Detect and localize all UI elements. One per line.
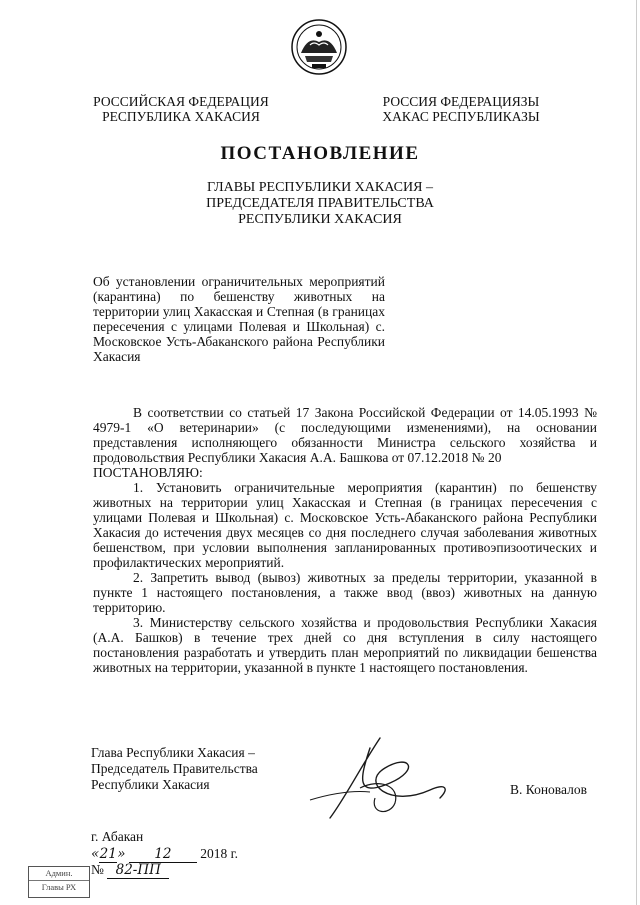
document-title: ПОСТАНОВЛЕНИЕ <box>220 143 420 164</box>
preamble-paragraph: В соответствии со статьей 17 Закона Российской Федерации от 14.05.1993 № 4979-1 «О ветеринарии» (с последующими изменениями), на основании представления исполняющего обязанности Министра сельского хозяйства и продовольствия Республики Хакасия А.А. Башкова от 07.12.2018 № 20 <box>93 405 597 465</box>
date-open-quote: « <box>91 846 100 862</box>
decree-word: ПОСТАНОВЛЯЮ: <box>93 465 203 480</box>
signatory-line3: Республики Хакасия <box>91 777 210 792</box>
decree-number <box>91 862 211 879</box>
stamp-line1: Админ. <box>29 867 89 881</box>
place-of-signing: г. Абакан <box>91 829 144 844</box>
signatory-title <box>91 745 291 793</box>
handwritten-signature <box>300 728 460 828</box>
decree-item-3: 3. Министерству сельского хозяйства и продовольствия Республики Хакасия (А.А. Башков) в течение трех дней со дня вступления в силу настоящего постановления разработать и утвердить план мероприятий по ликвидации бешенства животных на территории, указанной в пункте 1 настоящего постановления. <box>93 615 597 675</box>
header-left-line1: РОССИЙСКАЯ ФЕДЕРАЦИЯ <box>93 94 269 109</box>
decree-body <box>93 405 597 675</box>
signatory-line1: Глава Республики Хакасия – <box>91 745 255 760</box>
number-value: 82-ПП <box>107 862 169 879</box>
header-right-line2: ХАКАС РЕСПУБЛИКАЗЫ <box>382 109 540 124</box>
coat-of-arms-emblem <box>290 18 348 76</box>
scan-edge-divider <box>636 0 637 905</box>
date-day: 21 <box>99 846 117 862</box>
document-subtitle <box>0 180 640 228</box>
date-close-quote: » <box>117 846 126 862</box>
decree-subject: Об установлении ограничительных мероприятий (карантина) по бешенству животных на территории улиц Хакасская и Степная (в границах пересечения с улицами Полевая и Школьная) с. Московское Усть-Абаканского района Республики Хакасия <box>93 274 385 364</box>
stamp-line2: Главы РХ <box>41 882 77 892</box>
decree-item-1: 1. Установить ограничительные мероприятия (карантин) по бешенству животных на территории улиц Хакасская и Степная (в границах пересечения с улицами Полевая и Школьная) с. Московское Усть-Абаканского района Республики Хакасия до истечения двух месяцев со дня последнего случая заболевания животных бешенством, при условии выполнения запланированных противоэпизоотических и профилактических мероприятий. <box>93 480 597 570</box>
header-right <box>376 94 546 124</box>
decree-date <box>91 846 291 863</box>
date-year: 2018 г. <box>200 846 239 861</box>
number-prefix: № <box>91 862 104 877</box>
date-month: 12 <box>129 846 197 863</box>
signatory-line2: Председатель Правительства <box>91 761 258 776</box>
decree-item-2: 2. Запретить вывод (вывоз) животных за пределы территории, указанной в пункте 1 настоящего постановления, а также ввод (ввоз) животных на данную территорию. <box>93 570 597 615</box>
signatory-name: В. Коновалов <box>510 782 587 797</box>
header-right-line1: РОССИЯ ФЕДЕРАЦИЯЗЫ <box>382 94 540 109</box>
header-left <box>86 94 276 124</box>
subtitle-line1: ГЛАВЫ РЕСПУБЛИКИ ХАКАСИЯ – <box>207 180 433 195</box>
registration-stamp <box>28 866 90 898</box>
subtitle-line2: ПРЕДСЕДАТЕЛЯ ПРАВИТЕЛЬСТВА <box>206 196 434 211</box>
header-left-line2: РЕСПУБЛИКА ХАКАСИЯ <box>102 109 260 124</box>
subtitle-line3: РЕСПУБЛИКИ ХАКАСИЯ <box>238 212 402 227</box>
